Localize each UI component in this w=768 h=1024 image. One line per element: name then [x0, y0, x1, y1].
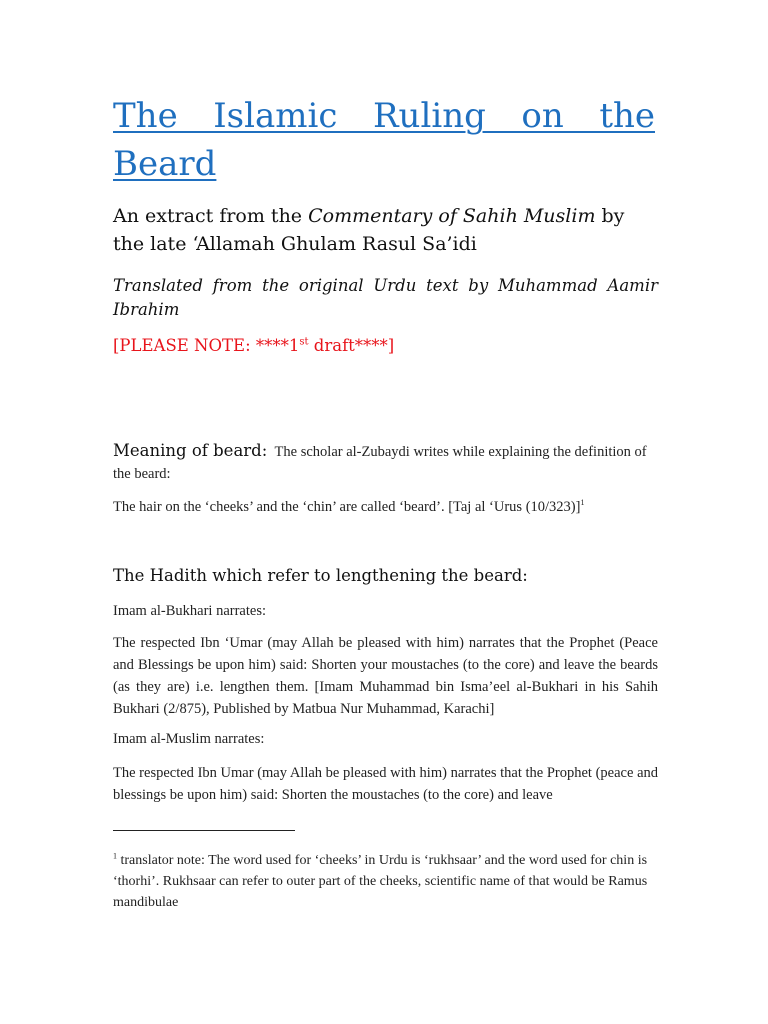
hadith-section-heading: The Hadith which refer to lengthening the beard:: [113, 566, 528, 585]
subtitle-book-title: Commentary of Sahih Muslim: [308, 205, 596, 227]
bukhari-hadith-text: The respected Ibn ‘Umar (may Allah be pleased with him) narrates that the Prophet (Peace and Blessings be upon him) said: Shorten your moustaches (to the core) and leave the beards (as they are) i.e. lengthen them. [Imam Muhammad bin Isma’eel al-Bukhari in his Sahih Bukhari (2/875), Published by Matbua Nur Muhammad, Karachi]: [113, 635, 658, 717]
translator-credit: Translated from the original Urdu text by Muhammad Aamir Ibrahim: [113, 276, 658, 319]
document-title: The Islamic Ruling on the Beard: [113, 96, 655, 184]
footnote-divider: [113, 830, 295, 831]
draft-note-prefix: [PLEASE NOTE: ****1: [113, 336, 300, 355]
draft-note: [113, 334, 394, 358]
meaning-text: The scholar al-Zubaydi writes while explaining the definition of the beard:: [113, 444, 647, 482]
subtitle-text-2: by the late ‘Allamah Ghulam Rasul Sa’idi: [113, 205, 625, 255]
beard-definition-text: The hair on the ‘cheeks’ and the ‘chin’ are called ‘beard’. [Taj al ‘Urus (10/323)]: [113, 499, 581, 515]
beard-definition-paragraph: [113, 496, 658, 518]
draft-note-superscript: st: [299, 336, 309, 348]
subtitle-text-1: An extract from the: [113, 205, 309, 227]
footnote-number: 1: [113, 851, 117, 861]
muslim-hadith-text: The respected Ibn Umar (may Allah be pleased with him) narrates that the Prophet (peace and blessings be upon him) said: Shorten the moustaches (to the core) and leave: [113, 765, 658, 803]
meaning-paragraph: [113, 440, 658, 485]
draft-note-suffix: draft****]: [308, 336, 395, 355]
document-subtitle: [113, 202, 658, 258]
bukhari-intro: Imam al-Bukhari narrates:: [113, 603, 266, 619]
footnote: [113, 850, 658, 913]
meaning-heading: Meaning of beard:: [113, 441, 268, 460]
footnote-text: translator note: The word used for ‘cheeks’ in Urdu is ‘rukhsaar’ and the word used for chin is ‘thorhi’. Rukhsaar can refer to outer part of the cheeks, scientific name of that would be Ramus mandibulae: [113, 853, 648, 910]
muslim-intro: Imam al-Muslim narrates:: [113, 731, 265, 747]
footnote-reference[interactable]: 1: [580, 498, 585, 508]
